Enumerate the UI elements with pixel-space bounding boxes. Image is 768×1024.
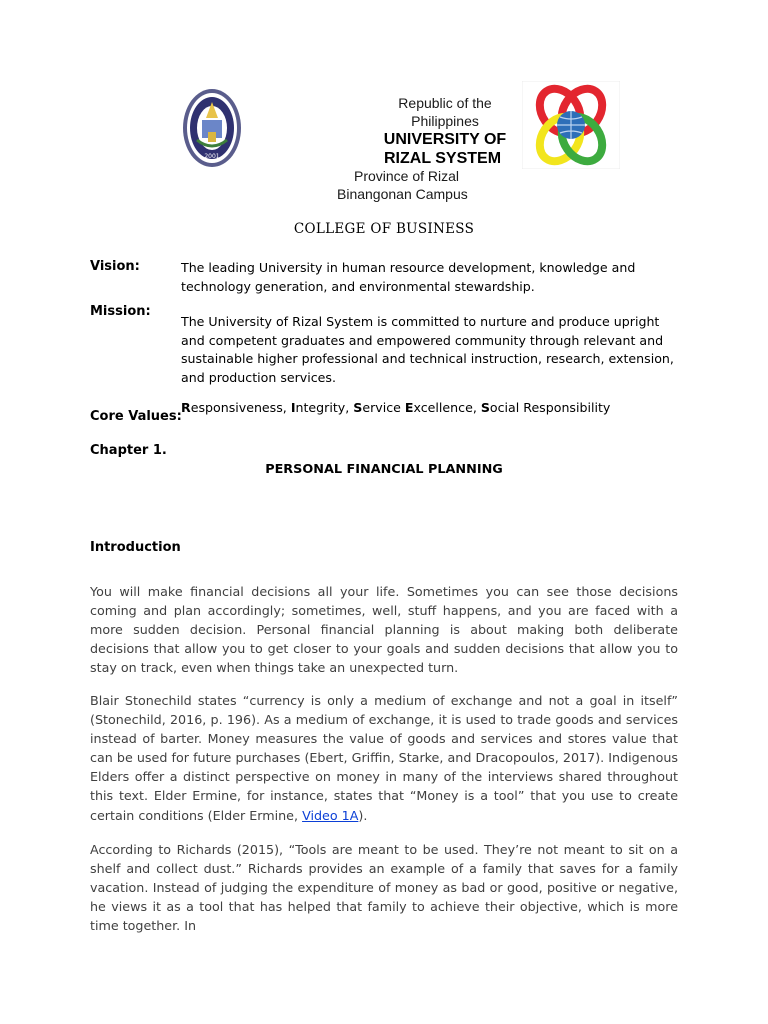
university-seal-icon <box>182 88 242 168</box>
video-1a-link[interactable]: Video 1A <box>302 807 359 823</box>
core-values-text: Responsiveness, Integrity, Service Excellence, Social Responsibility <box>181 400 611 415</box>
campus: Binangonan Campus <box>337 186 468 202</box>
republic-line-2: Philippines <box>411 113 479 129</box>
university-name-line-1: UNIVERSITY OF <box>383 131 507 148</box>
core-values-label: Core Values: <box>90 409 182 424</box>
chapter-label: Chapter 1. <box>90 443 167 458</box>
university-name-line-2: RIZAL SYSTEM <box>384 150 502 167</box>
mission-text: The University of Rizal System is committed to nurture and produce upright and competent graduates and empowered community through relevant and sustainable higher professional and technical instruction, research, extension, and production services. <box>181 314 674 385</box>
college-title: COLLEGE OF BUSINESS <box>293 221 475 237</box>
province: Province of Rizal <box>354 168 460 184</box>
intro-paragraph-3: According to Richards (2015), “Tools are meant to be used. They’re not meant to sit on a shelf and collect dust.” Richards provides an example of a family that saves for a family vacation. Instead of judging the expenditure of money as bad or good, positive or negative, he views it as a tool that has helped that family to achieve their objective, which is more time together. In <box>90 842 678 934</box>
mission-label: Mission: <box>90 304 151 319</box>
intro-paragraph-1: You will make financial decisions all your life. Sometimes you can see those decisions coming and plan accordingly; sometimes, well, stuff happens, and you are faced with a more sudden decision. Personal financial planning is about making both deliberate decisions that allow you to get closer to your goals and sudden decisions that allow you to stay on track, even when things take an unexpected turn. <box>90 584 678 676</box>
introduction-heading: Introduction <box>90 540 181 555</box>
campus-logo-icon <box>522 81 620 169</box>
vision-text: The leading University in human resource development, knowledge and technology generation, and environmental stewardship. <box>181 260 636 294</box>
seal-year: 2001 <box>204 153 220 160</box>
republic-line-1: Republic of the <box>398 95 492 111</box>
chapter-title: PERSONAL FINANCIAL PLANNING <box>265 462 503 477</box>
vision-label: Vision: <box>90 259 140 274</box>
intro-paragraph-2: Blair Stonechild states “currency is only a medium of exchange and not a goal in itself” (Stonechild, 2016, p. 196). As a medium of exchange, it is used to trade goods and services instead of barter. Money measures the value of goods and services and stores value that can be used for future purchases (Ebert, Griffin, Starke, and Dracopoulos, 2017). Indigenous Elders offer a distinct perspective on money in many of the interviews shared throughout this text. Elder Ermine, for instance, states that “Money is a tool” that you use to create certain conditions (Elder Ermine, Video 1A). <box>90 693 678 823</box>
